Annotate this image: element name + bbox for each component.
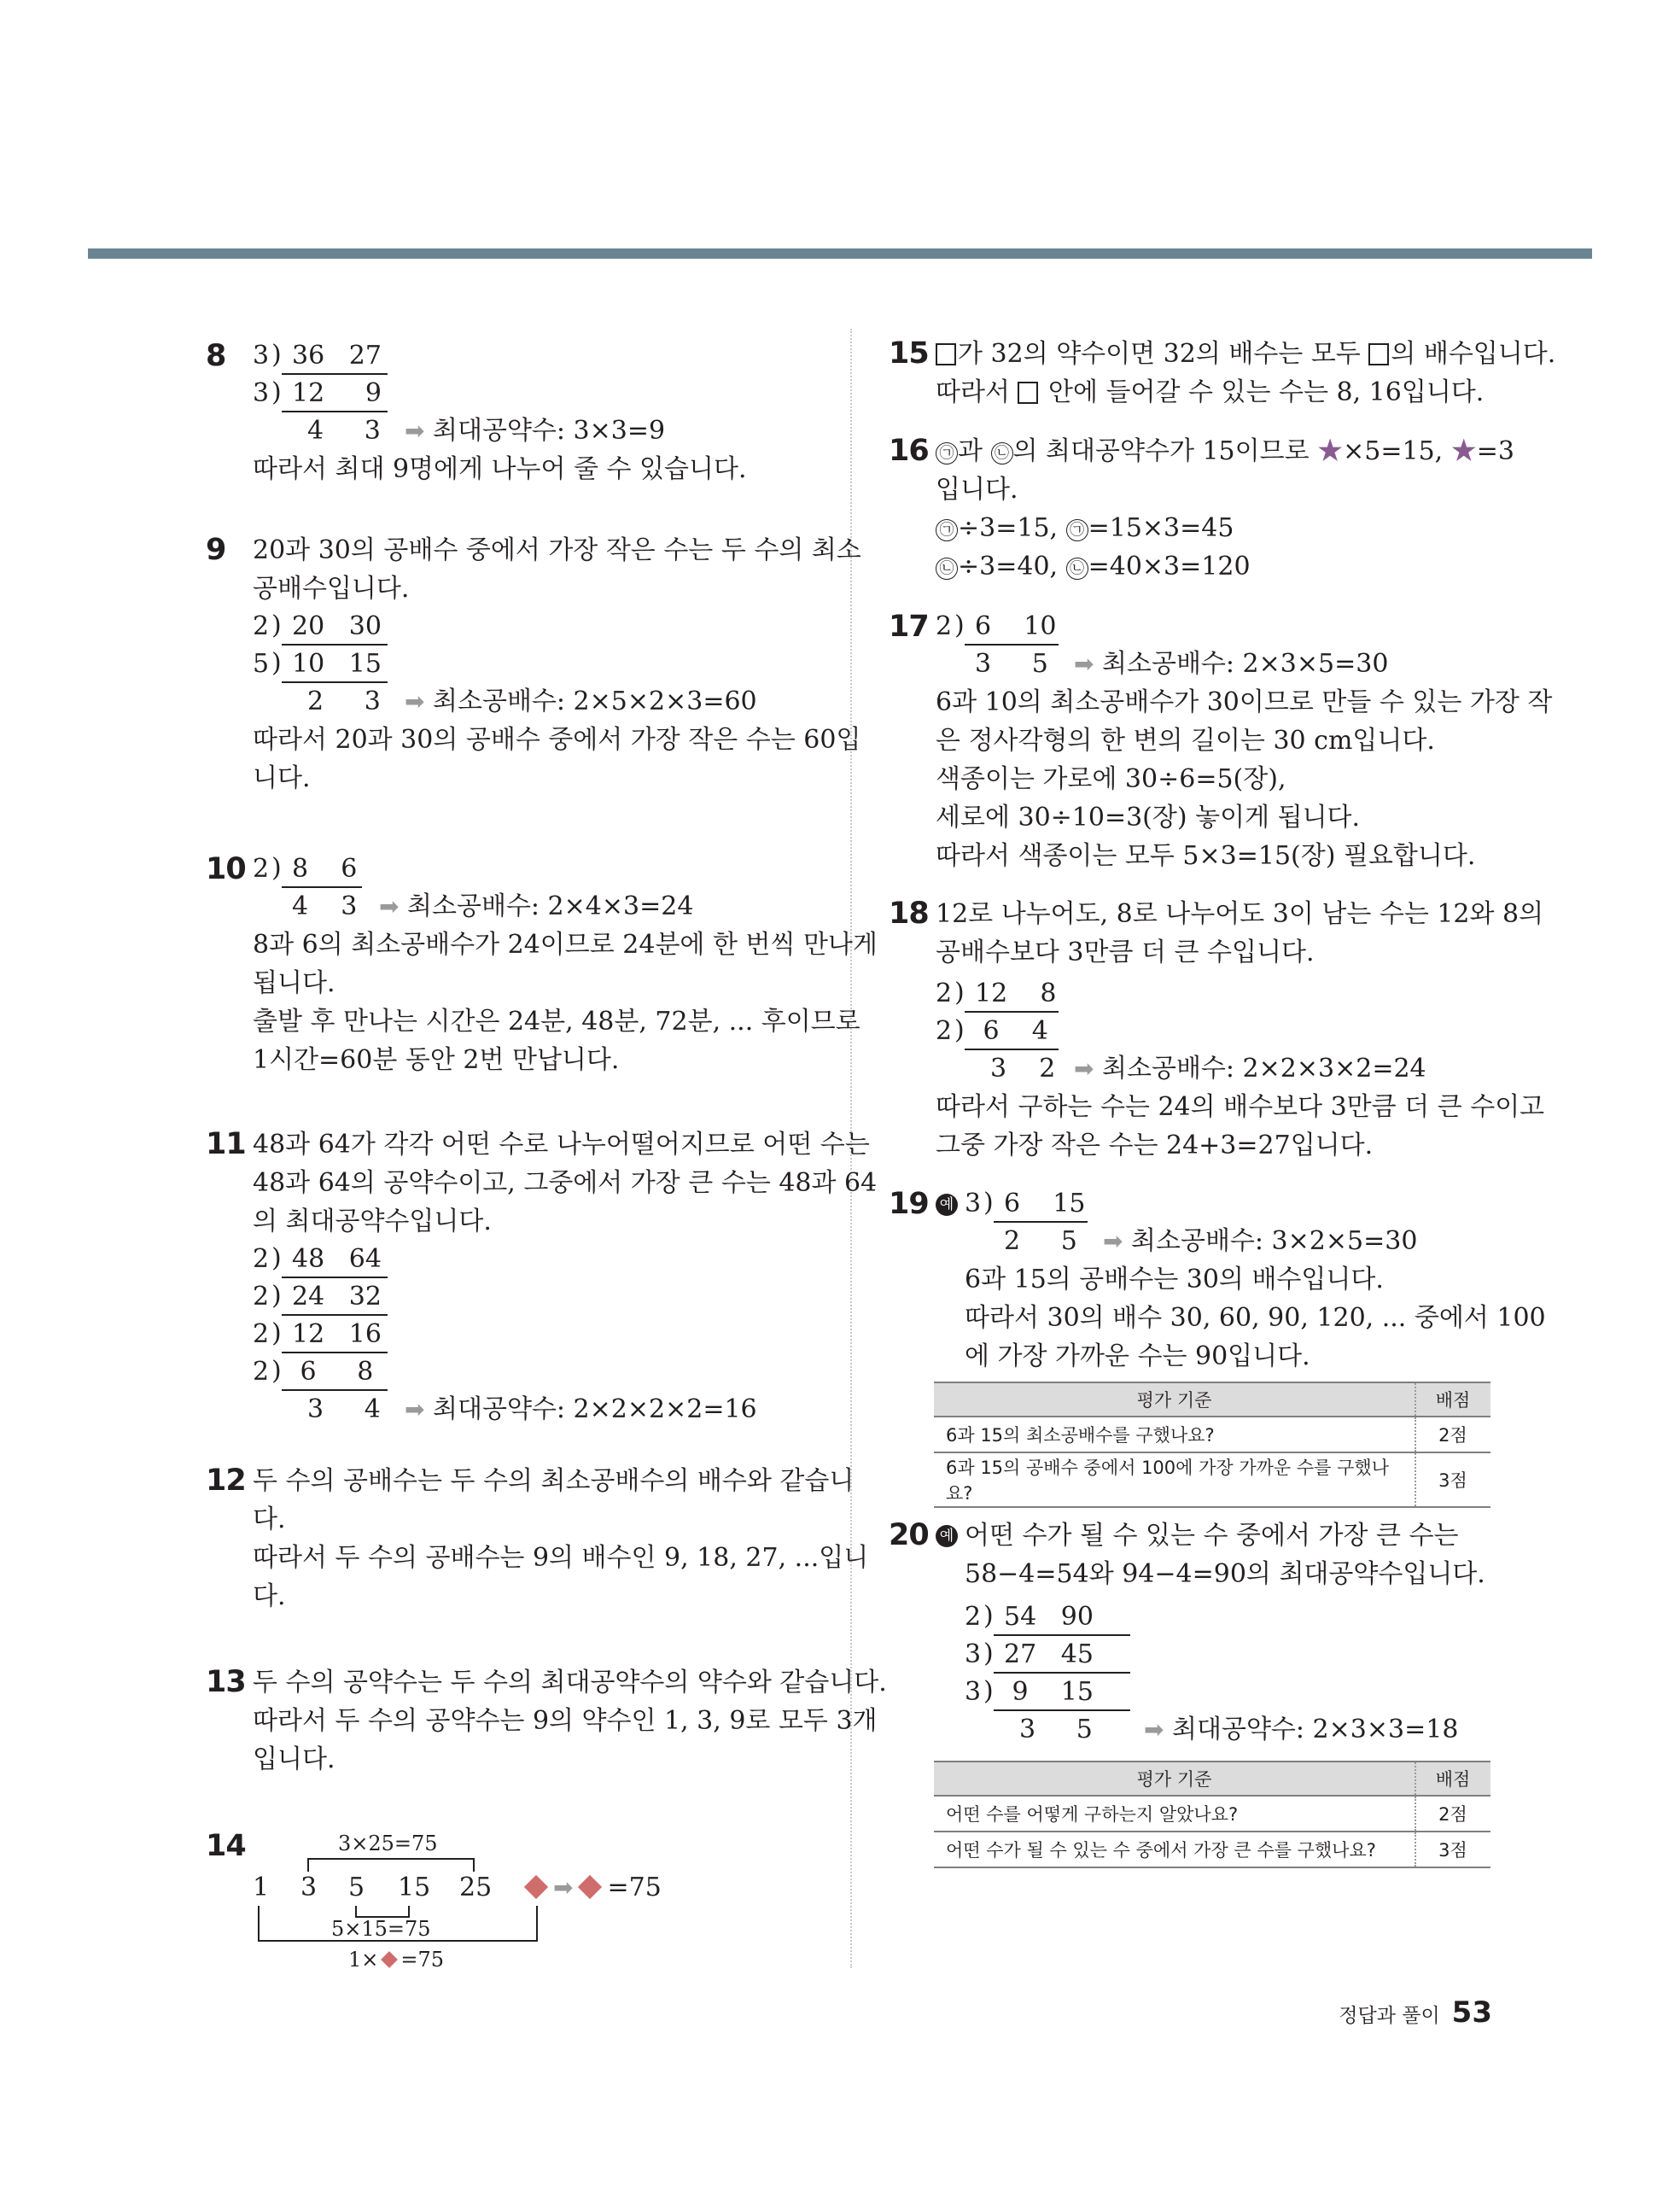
question-number: 12 — [206, 1464, 246, 1498]
division-ladder: 2 ) 12 8 2 ) 6 4 3 2 ➡ 최소공배수: 2×2×3×2=24 — [936, 978, 1426, 1084]
page-footer: 정답과 풀이 53 — [1339, 1995, 1492, 2030]
question-17: 17 2 ) 6 10 3 5 ➡ 최소공배수: 2×3×5=30 6과 10의 최소공배수가 30이므로 만들 수 있는 가장 작 은 정사각형의 한 변의 길이는 30 cm입니다. 색종이는 가로에 30÷6=5(장), 세로에 30÷10=3(장) 놓이게 됩니다. 따라서 색종이는 모두 5×3=15(장) 필요합니다. — [889, 610, 1553, 871]
question-20: 20 예 어떤 수가 될 수 있는 수 중에서 가장 큰 수는 58−4=54와 94−4=90의 최대공약수입니다. 2 ) 54 90 3 ) 27 45 3 ) 9 15 3 5 ➡ 최대공약수: 2×3×3=18 — [936, 1516, 1516, 1749]
question-number: 19 — [889, 1187, 929, 1221]
table-row: 6과 15의 공배수 중에서 100에 가장 가까운 수를 구했나요? 3점 — [934, 1452, 1490, 1507]
arrow-right-icon: ➡ — [379, 892, 400, 920]
question-16: 16 ㉠ 과 ㉡ 의 최대공약수가 15이므로 ★×5=15, ★=3 입니다. ㉠ ÷3=15, ㉠ =15×3=45 ㉡ ÷3=40, ㉡ =40×3=120 — [889, 434, 1514, 581]
question-number: 8 — [206, 339, 226, 373]
question-number: 13 — [206, 1665, 246, 1699]
arrow-right-icon: ➡ — [405, 417, 425, 445]
division-ladder: 2 ) 8 6 4 3 ➡ 최소공배수: 2×4×3=24 — [253, 853, 694, 921]
division-ladder: 2 ) 20 30 5 ) 10 15 2 3 ➡ 최소공배수: 2×5×2×3=60 — [253, 611, 757, 716]
arrow-right-icon: ➡ — [405, 687, 425, 716]
question-9: 9 20과 30의 공배수 중에서 가장 작은 수는 두 수의 최소 공배수입니다. 2 ) 20 30 5 ) 10 15 2 3 ➡ 최소공배수: 2×5×2×3=60 따라서 20과 30의 공배수 중에서 가장 작은 수는 60입 니다. — [206, 533, 861, 793]
division-ladder: 3 ) 6 15 2 5 ➡ 최소공배수: 3×2×5=30 — [965, 1188, 1418, 1256]
question-number: 9 — [206, 533, 226, 567]
circled-letter-1: ㉠ — [1066, 519, 1088, 541]
circled-letter-1: ㉠ — [936, 519, 958, 541]
question-number: 17 — [889, 610, 929, 644]
circled-letter-2: ㉡ — [991, 442, 1013, 464]
blank-box-icon — [936, 343, 956, 365]
star-icon: ★ — [1317, 436, 1344, 466]
arrow-right-icon: ➡ — [1144, 1715, 1164, 1744]
question-number: 20 — [889, 1518, 929, 1552]
scoring-table-20: 평가 기준 배점 어떤 수를 어떻게 구하는지 알았나요? 2점 어떤 수가 될 수 있는 수 중에서 가장 큰 수를 구했나요? 3점 — [934, 1761, 1490, 1868]
arrow-right-icon: ➡ — [553, 1873, 574, 1902]
division-ladder: 2 ) 54 90 3 ) 27 45 3 ) 9 15 3 5 ➡ 최대공약수: 2×3×3=18 — [965, 1601, 1459, 1744]
diamond-icon — [381, 1951, 398, 1968]
blank-box-icon — [1018, 382, 1038, 404]
question-number: 15 — [889, 336, 929, 371]
question-11: 11 48과 64가 각각 어떤 수로 나누어떨어지므로 어떤 수는 48과 64의 공약수이고, 그중에서 가장 큰 수는 48과 64 의 최대공약수입니다. 2 ) 48 64 2 ) 24 32 2 ) 12 16 2 ) 6 8 3 4 ➡ 최대공약수: 2×2×2×2=16 — [253, 1125, 816, 1429]
blank-box-icon — [1368, 343, 1389, 365]
circled-letter-1: ㉠ — [936, 442, 958, 464]
example-badge: 예 — [936, 1194, 958, 1216]
arrow-right-icon: ➡ — [1103, 1227, 1123, 1255]
table-row: 어떤 수를 어떻게 구하는지 알았나요? 2점 — [934, 1796, 1490, 1832]
diamond-icon — [524, 1875, 548, 1899]
division-ladder: 2 ) 48 64 2 ) 24 32 2 ) 12 16 2 ) 6 8 3 4 ➡ 최대공약수: 2×2×2×2=16 — [253, 1243, 757, 1424]
arrow-right-icon: ➡ — [405, 1395, 425, 1423]
arrow-right-icon: ➡ — [1074, 650, 1094, 678]
question-number: 11 — [206, 1127, 246, 1161]
page-number: 53 — [1451, 1995, 1492, 2030]
circled-letter-2: ㉡ — [1066, 558, 1088, 580]
question-13: 13 두 수의 공약수는 두 수의 최대공약수의 약수와 같습니다. 따라서 두 수의 공약수는 9의 약수인 1, 3, 9로 모두 3개 입니다. — [206, 1665, 887, 1774]
diamond-icon — [578, 1875, 602, 1899]
division-ladder: 2 ) 6 10 3 5 ➡ 최소공배수: 2×3×5=30 — [936, 611, 1389, 679]
division-ladder: 3 ) 36 27 3 ) 12 9 4 3 ➡ 최대공약수: 3×3=9 — [253, 340, 666, 446]
arrow-right-icon: ➡ — [1074, 1055, 1094, 1083]
question-number: 18 — [889, 897, 929, 931]
example-badge: 예 — [936, 1525, 958, 1547]
star-icon: ★ — [1450, 436, 1477, 466]
table-row: 6과 15의 최소공배수를 구했나요? 2점 — [934, 1417, 1490, 1452]
question-12: 12 두 수의 공배수는 두 수의 최소공배수의 배수와 같습니 다. 따라서 두 수의 공배수는 9의 배수인 9, 18, 27, ...입니 다. — [206, 1464, 869, 1611]
question-18: 18 12로 나누어도, 8로 나누어도 3이 남는 수는 12와 8의 공배수보다 3만큼 더 큰 수입니다. 2 ) 12 8 2 ) 6 4 3 2 ➡ 최소공배수: 2×2×3×2=24 따라서 구하는 수는 24의 배수보다 3만큼 더 큰 수이고 그중 가장 작은 수는 24+3=27입니다. — [889, 897, 1545, 1160]
question-number: 14 — [206, 1829, 246, 1863]
question-15: 15 가 32의 약수이면 32의 배수는 모두 의 배수입니다. 따라서 안에 들어갈 수 있는 수는 8, 16입니다. — [889, 336, 1556, 407]
question-number: 16 — [889, 434, 929, 468]
question-19: 19 예 3 ) 6 15 2 5 ➡ 최소공배수: 3×2×5=30 6과 15의 공배수는 30의 배수입니다. 따라서 30의 배수 30, 60, 90, 120, ... 중에서 100 에 가장 가까운 수는 90입니다. — [889, 1187, 1546, 1371]
bracket-1xdiamond — [258, 1906, 538, 1942]
scoring-table-19: 평가 기준 배점 6과 15의 최소공배수를 구했나요? 2점 6과 15의 공배수 중에서 100에 가장 가까운 수를 구했나요? 3점 — [934, 1382, 1490, 1508]
bracket-3x25 — [307, 1858, 475, 1872]
table-row: 어떤 수가 될 수 있는 수 중에서 가장 큰 수를 구했나요? 3점 — [934, 1832, 1490, 1867]
question-8: 8 3 ) 36 27 3 ) 12 9 4 3 ➡ 최대공약수: 3×3=9 따라서 최대 9명에게 나누어 줄 수 있습니다. — [253, 337, 816, 488]
top-header-bar — [88, 248, 1592, 259]
circled-letter-2: ㉡ — [936, 558, 958, 580]
question-number: 10 — [206, 852, 246, 886]
question-10: 10 2 ) 8 6 4 3 ➡ 최소공배수: 2×4×3=24 8과 6의 최소공배수가 24이므로 24분에 한 번씩 만나게 됩니다. 출발 후 만나는 시간은 24분, 48분, 72분, ... 후이므로 1시간=60분 동안 2번 만납니다. — [206, 852, 878, 1075]
question-14: 14 3×25=75 1 3 5 15 25 ➡ =75 5×15=75 1× =75 — [206, 1829, 662, 1972]
